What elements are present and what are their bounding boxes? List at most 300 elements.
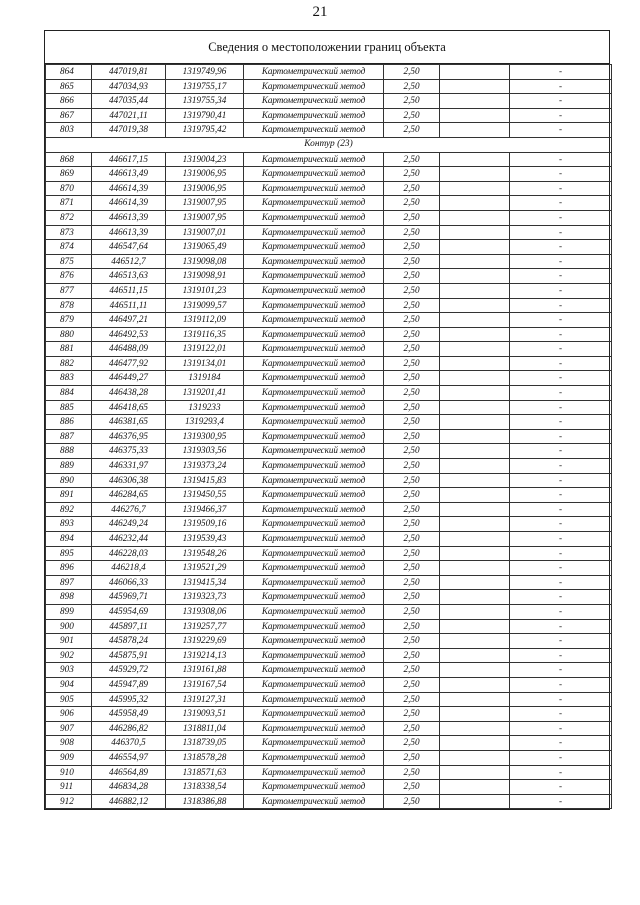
method-cell: Картометрический метод: [244, 473, 384, 488]
description-cell: [440, 123, 510, 138]
table-row: [46, 517, 612, 532]
y-coordinate-cell: 1319755,17: [166, 79, 244, 94]
accuracy-cell: 2,50: [384, 94, 440, 109]
table-row: [46, 736, 612, 751]
point-number-cell: 907: [46, 721, 92, 736]
method-cell: Картометрический метод: [244, 225, 384, 240]
description-cell: [440, 619, 510, 634]
description-cell: [440, 152, 510, 167]
point-number-cell: 894: [46, 532, 92, 547]
accuracy-cell: 2,50: [384, 167, 440, 182]
accuracy-cell: 2,50: [384, 210, 440, 225]
description-cell: [440, 721, 510, 736]
accuracy-cell: 2,50: [384, 634, 440, 649]
method-cell: Картометрический метод: [244, 707, 384, 722]
table-row: [46, 94, 612, 109]
note-cell: -: [510, 356, 612, 371]
note-cell: -: [510, 298, 612, 313]
method-cell: Картометрический метод: [244, 152, 384, 167]
table-row: [46, 283, 612, 298]
accuracy-cell: 2,50: [384, 313, 440, 328]
coordinates-table-body: [46, 65, 612, 809]
method-cell: Картометрический метод: [244, 794, 384, 809]
description-cell: [440, 488, 510, 503]
description-cell: [440, 313, 510, 328]
point-number-cell: 869: [46, 167, 92, 182]
point-number-cell: 872: [46, 210, 92, 225]
y-coordinate-cell: 1319184: [166, 371, 244, 386]
accuracy-cell: 2,50: [384, 196, 440, 211]
description-cell: [440, 356, 510, 371]
table-row: [46, 575, 612, 590]
note-cell: -: [510, 181, 612, 196]
x-coordinate-cell: 447019,81: [92, 65, 166, 80]
table-row: [46, 196, 612, 211]
accuracy-cell: 2,50: [384, 575, 440, 590]
x-coordinate-cell: 446418,65: [92, 400, 166, 415]
table-row: [46, 648, 612, 663]
description-cell: [440, 575, 510, 590]
x-coordinate-cell: 445947,89: [92, 677, 166, 692]
table-row: [46, 750, 612, 765]
note-cell: -: [510, 123, 612, 138]
y-coordinate-cell: 1319539,43: [166, 532, 244, 547]
note-cell: -: [510, 313, 612, 328]
table-row: [46, 692, 612, 707]
method-cell: Картометрический метод: [244, 196, 384, 211]
method-cell: Картометрический метод: [244, 590, 384, 605]
note-cell: -: [510, 196, 612, 211]
point-number-cell: 885: [46, 400, 92, 415]
table-row: [46, 181, 612, 196]
table-row: [46, 619, 612, 634]
description-cell: [440, 400, 510, 415]
y-coordinate-cell: 1319450,55: [166, 488, 244, 503]
method-cell: Картометрический метод: [244, 736, 384, 751]
y-coordinate-cell: 1319373,24: [166, 459, 244, 474]
accuracy-cell: 2,50: [384, 415, 440, 430]
x-coordinate-cell: 446834,28: [92, 780, 166, 795]
description-cell: [440, 736, 510, 751]
table-row: [46, 415, 612, 430]
x-coordinate-cell: 446547,64: [92, 240, 166, 255]
accuracy-cell: 2,50: [384, 794, 440, 809]
method-cell: Картометрический метод: [244, 269, 384, 284]
description-cell: [440, 707, 510, 722]
description-cell: [440, 444, 510, 459]
note-cell: -: [510, 254, 612, 269]
method-cell: Картометрический метод: [244, 371, 384, 386]
description-cell: [440, 663, 510, 678]
point-number-cell: 889: [46, 459, 92, 474]
accuracy-cell: 2,50: [384, 750, 440, 765]
description-cell: [440, 181, 510, 196]
y-coordinate-cell: 1319134,01: [166, 356, 244, 371]
point-number-cell: 803: [46, 123, 92, 138]
note-cell: -: [510, 780, 612, 795]
y-coordinate-cell: 1319006,95: [166, 167, 244, 182]
y-coordinate-cell: 1319214,13: [166, 648, 244, 663]
description-cell: [440, 240, 510, 255]
table-row: [46, 400, 612, 415]
x-coordinate-cell: 446617,15: [92, 152, 166, 167]
accuracy-cell: 2,50: [384, 254, 440, 269]
point-number-cell: 891: [46, 488, 92, 503]
x-coordinate-cell: 446331,97: [92, 459, 166, 474]
note-cell: -: [510, 590, 612, 605]
point-number-cell: 867: [46, 108, 92, 123]
note-cell: -: [510, 532, 612, 547]
method-cell: Картометрический метод: [244, 327, 384, 342]
y-coordinate-cell: 1319112,09: [166, 313, 244, 328]
description-cell: [440, 94, 510, 109]
table-row: [46, 327, 612, 342]
y-coordinate-cell: 1319300,95: [166, 429, 244, 444]
point-number-cell: 865: [46, 79, 92, 94]
y-coordinate-cell: 1319415,83: [166, 473, 244, 488]
description-cell: [440, 342, 510, 357]
x-coordinate-cell: 446614,39: [92, 196, 166, 211]
description-cell: [440, 532, 510, 547]
description-cell: [440, 794, 510, 809]
x-coordinate-cell: 446513,63: [92, 269, 166, 284]
note-cell: -: [510, 415, 612, 430]
x-coordinate-cell: 446477,92: [92, 356, 166, 371]
x-coordinate-cell: 446511,11: [92, 298, 166, 313]
x-coordinate-cell: 445969,71: [92, 590, 166, 605]
x-coordinate-cell: 446218,4: [92, 561, 166, 576]
accuracy-cell: 2,50: [384, 342, 440, 357]
point-number-cell: 873: [46, 225, 92, 240]
note-cell: -: [510, 692, 612, 707]
note-cell: -: [510, 79, 612, 94]
method-cell: Картометрический метод: [244, 780, 384, 795]
accuracy-cell: 2,50: [384, 663, 440, 678]
method-cell: Картометрический метод: [244, 386, 384, 401]
point-number-cell: 870: [46, 181, 92, 196]
description-cell: [440, 167, 510, 182]
point-number-cell: 875: [46, 254, 92, 269]
y-coordinate-cell: 1319466,37: [166, 502, 244, 517]
table-row: [46, 210, 612, 225]
table-row: [46, 604, 612, 619]
y-coordinate-cell: 1319755,34: [166, 94, 244, 109]
x-coordinate-cell: 446284,65: [92, 488, 166, 503]
point-number-cell: 900: [46, 619, 92, 634]
table-row: [46, 79, 612, 94]
y-coordinate-cell: 1319007,95: [166, 196, 244, 211]
table-row: [46, 356, 612, 371]
accuracy-cell: 2,50: [384, 473, 440, 488]
point-number-cell: 898: [46, 590, 92, 605]
accuracy-cell: 2,50: [384, 181, 440, 196]
x-coordinate-cell: 446613,39: [92, 225, 166, 240]
method-cell: Картометрический метод: [244, 167, 384, 182]
x-coordinate-cell: 446232,44: [92, 532, 166, 547]
point-number-cell: 888: [46, 444, 92, 459]
x-coordinate-cell: 445897,11: [92, 619, 166, 634]
accuracy-cell: 2,50: [384, 240, 440, 255]
note-cell: -: [510, 517, 612, 532]
y-coordinate-cell: 1318578,28: [166, 750, 244, 765]
y-coordinate-cell: 1319509,16: [166, 517, 244, 532]
description-cell: [440, 65, 510, 80]
accuracy-cell: 2,50: [384, 298, 440, 313]
x-coordinate-cell: 446438,28: [92, 386, 166, 401]
description-cell: [440, 502, 510, 517]
table-row: [46, 488, 612, 503]
accuracy-cell: 2,50: [384, 269, 440, 284]
point-number-cell: 868: [46, 152, 92, 167]
y-coordinate-cell: 1319098,91: [166, 269, 244, 284]
y-coordinate-cell: 1319007,01: [166, 225, 244, 240]
y-coordinate-cell: 1319006,95: [166, 181, 244, 196]
x-coordinate-cell: 446564,89: [92, 765, 166, 780]
point-number-cell: 882: [46, 356, 92, 371]
description-cell: [440, 765, 510, 780]
table-row: [46, 298, 612, 313]
description-cell: [440, 283, 510, 298]
x-coordinate-cell: 446276,7: [92, 502, 166, 517]
y-coordinate-cell: 1319257,77: [166, 619, 244, 634]
note-cell: -: [510, 648, 612, 663]
description-cell: [440, 415, 510, 430]
method-cell: Картометрический метод: [244, 123, 384, 138]
description-cell: [440, 561, 510, 576]
note-cell: -: [510, 663, 612, 678]
note-cell: -: [510, 240, 612, 255]
x-coordinate-cell: 446511,15: [92, 283, 166, 298]
method-cell: Картометрический метод: [244, 313, 384, 328]
x-coordinate-cell: 446512,7: [92, 254, 166, 269]
y-coordinate-cell: 1319099,57: [166, 298, 244, 313]
point-number-cell: 864: [46, 65, 92, 80]
y-coordinate-cell: 1319548,26: [166, 546, 244, 561]
point-number-cell: 876: [46, 269, 92, 284]
note-cell: -: [510, 721, 612, 736]
y-coordinate-cell: 1319093,51: [166, 707, 244, 722]
note-cell: -: [510, 561, 612, 576]
method-cell: Картометрический метод: [244, 502, 384, 517]
point-number-cell: 897: [46, 575, 92, 590]
point-number-cell: 908: [46, 736, 92, 751]
y-coordinate-cell: 1319293,4: [166, 415, 244, 430]
accuracy-cell: 2,50: [384, 327, 440, 342]
description-cell: [440, 648, 510, 663]
table-row: [46, 663, 612, 678]
accuracy-cell: 2,50: [384, 283, 440, 298]
y-coordinate-cell: 1319116,35: [166, 327, 244, 342]
table-row: [46, 254, 612, 269]
y-coordinate-cell: 1318739,05: [166, 736, 244, 751]
y-coordinate-cell: 1319127,31: [166, 692, 244, 707]
table-row: [46, 65, 612, 80]
accuracy-cell: 2,50: [384, 677, 440, 692]
x-coordinate-cell: 445954,69: [92, 604, 166, 619]
method-cell: Картометрический метод: [244, 663, 384, 678]
accuracy-cell: 2,50: [384, 648, 440, 663]
table-row: [46, 502, 612, 517]
method-cell: Картометрический метод: [244, 575, 384, 590]
boundary-table-sheet: [44, 30, 610, 810]
description-cell: [440, 386, 510, 401]
note-cell: -: [510, 575, 612, 590]
accuracy-cell: 2,50: [384, 459, 440, 474]
accuracy-cell: 2,50: [384, 780, 440, 795]
point-number-cell: 910: [46, 765, 92, 780]
note-cell: -: [510, 400, 612, 415]
x-coordinate-cell: 447035,44: [92, 94, 166, 109]
point-number-cell: 890: [46, 473, 92, 488]
accuracy-cell: 2,50: [384, 108, 440, 123]
method-cell: Картометрический метод: [244, 342, 384, 357]
note-cell: -: [510, 736, 612, 751]
table-row: [46, 152, 612, 167]
y-coordinate-cell: 1319415,34: [166, 575, 244, 590]
x-coordinate-cell: 445929,72: [92, 663, 166, 678]
y-coordinate-cell: 1319749,96: [166, 65, 244, 80]
y-coordinate-cell: 1318386,88: [166, 794, 244, 809]
point-number-cell: 906: [46, 707, 92, 722]
accuracy-cell: 2,50: [384, 721, 440, 736]
table-row: [46, 780, 612, 795]
table-row: [46, 707, 612, 722]
method-cell: Картометрический метод: [244, 721, 384, 736]
point-number-cell: 909: [46, 750, 92, 765]
accuracy-cell: 2,50: [384, 371, 440, 386]
y-coordinate-cell: 1319229,69: [166, 634, 244, 649]
x-coordinate-cell: 445875,91: [92, 648, 166, 663]
description-cell: [440, 79, 510, 94]
method-cell: Картометрический метод: [244, 648, 384, 663]
method-cell: Картометрический метод: [244, 400, 384, 415]
method-cell: Картометрический метод: [244, 298, 384, 313]
table-row: [46, 444, 612, 459]
method-cell: Картометрический метод: [244, 240, 384, 255]
table-row: [46, 634, 612, 649]
description-cell: [440, 750, 510, 765]
x-coordinate-cell: 446370,5: [92, 736, 166, 751]
table-row: [46, 429, 612, 444]
point-number-cell: 887: [46, 429, 92, 444]
y-coordinate-cell: 1319101,23: [166, 283, 244, 298]
note-cell: -: [510, 765, 612, 780]
method-cell: Картометрический метод: [244, 210, 384, 225]
description-cell: [440, 210, 510, 225]
table-row: [46, 240, 612, 255]
table-row: [46, 342, 612, 357]
point-number-cell: 886: [46, 415, 92, 430]
y-coordinate-cell: 1319007,95: [166, 210, 244, 225]
coordinates-table: [45, 64, 612, 809]
accuracy-cell: 2,50: [384, 400, 440, 415]
description-cell: [440, 225, 510, 240]
method-cell: Картометрический метод: [244, 444, 384, 459]
y-coordinate-cell: 1318571,63: [166, 765, 244, 780]
note-cell: -: [510, 167, 612, 182]
x-coordinate-cell: 445958,49: [92, 707, 166, 722]
y-coordinate-cell: 1319098,08: [166, 254, 244, 269]
accuracy-cell: 2,50: [384, 561, 440, 576]
description-cell: [440, 473, 510, 488]
accuracy-cell: 2,50: [384, 692, 440, 707]
method-cell: Картометрический метод: [244, 283, 384, 298]
point-number-cell: 871: [46, 196, 92, 211]
page-number: 21: [312, 4, 328, 20]
note-cell: -: [510, 108, 612, 123]
y-coordinate-cell: 1319308,06: [166, 604, 244, 619]
x-coordinate-cell: 446497,21: [92, 313, 166, 328]
method-cell: Картометрический метод: [244, 181, 384, 196]
description-cell: [440, 269, 510, 284]
note-cell: -: [510, 327, 612, 342]
method-cell: Картометрический метод: [244, 517, 384, 532]
method-cell: Картометрический метод: [244, 561, 384, 576]
note-cell: -: [510, 619, 612, 634]
table-row: [46, 721, 612, 736]
note-cell: -: [510, 429, 612, 444]
note-cell: -: [510, 444, 612, 459]
accuracy-cell: 2,50: [384, 619, 440, 634]
method-cell: Картометрический метод: [244, 765, 384, 780]
method-cell: Картометрический метод: [244, 94, 384, 109]
x-coordinate-cell: 446375,33: [92, 444, 166, 459]
note-cell: -: [510, 65, 612, 80]
method-cell: Картометрический метод: [244, 532, 384, 547]
y-coordinate-cell: 1319323,73: [166, 590, 244, 605]
y-coordinate-cell: 1319065,49: [166, 240, 244, 255]
accuracy-cell: 2,50: [384, 765, 440, 780]
point-number-cell: 884: [46, 386, 92, 401]
accuracy-cell: 2,50: [384, 444, 440, 459]
method-cell: Картометрический метод: [244, 415, 384, 430]
x-coordinate-cell: 446492,53: [92, 327, 166, 342]
note-cell: -: [510, 634, 612, 649]
note-cell: -: [510, 94, 612, 109]
point-number-cell: 866: [46, 94, 92, 109]
point-number-cell: 874: [46, 240, 92, 255]
method-cell: Картометрический метод: [244, 65, 384, 80]
table-row: [46, 269, 612, 284]
method-cell: Картометрический метод: [244, 488, 384, 503]
method-cell: Картометрический метод: [244, 254, 384, 269]
x-coordinate-cell: 445878,24: [92, 634, 166, 649]
note-cell: -: [510, 269, 612, 284]
table-row: [46, 677, 612, 692]
point-number-cell: 904: [46, 677, 92, 692]
method-cell: Картометрический метод: [244, 604, 384, 619]
accuracy-cell: 2,50: [384, 488, 440, 503]
y-coordinate-cell: 1318338,54: [166, 780, 244, 795]
point-number-cell: 902: [46, 648, 92, 663]
point-number-cell: 880: [46, 327, 92, 342]
description-cell: [440, 780, 510, 795]
y-coordinate-cell: 1319790,41: [166, 108, 244, 123]
accuracy-cell: 2,50: [384, 429, 440, 444]
y-coordinate-cell: 1319201,41: [166, 386, 244, 401]
accuracy-cell: 2,50: [384, 517, 440, 532]
table-row: [46, 123, 612, 138]
x-coordinate-cell: 446882,12: [92, 794, 166, 809]
accuracy-cell: 2,50: [384, 532, 440, 547]
accuracy-cell: 2,50: [384, 502, 440, 517]
point-number-cell: 896: [46, 561, 92, 576]
method-cell: Картометрический метод: [244, 79, 384, 94]
x-coordinate-cell: 446286,82: [92, 721, 166, 736]
table-row: [46, 473, 612, 488]
table-row: [46, 167, 612, 182]
section-label: Контур (23): [46, 137, 612, 152]
